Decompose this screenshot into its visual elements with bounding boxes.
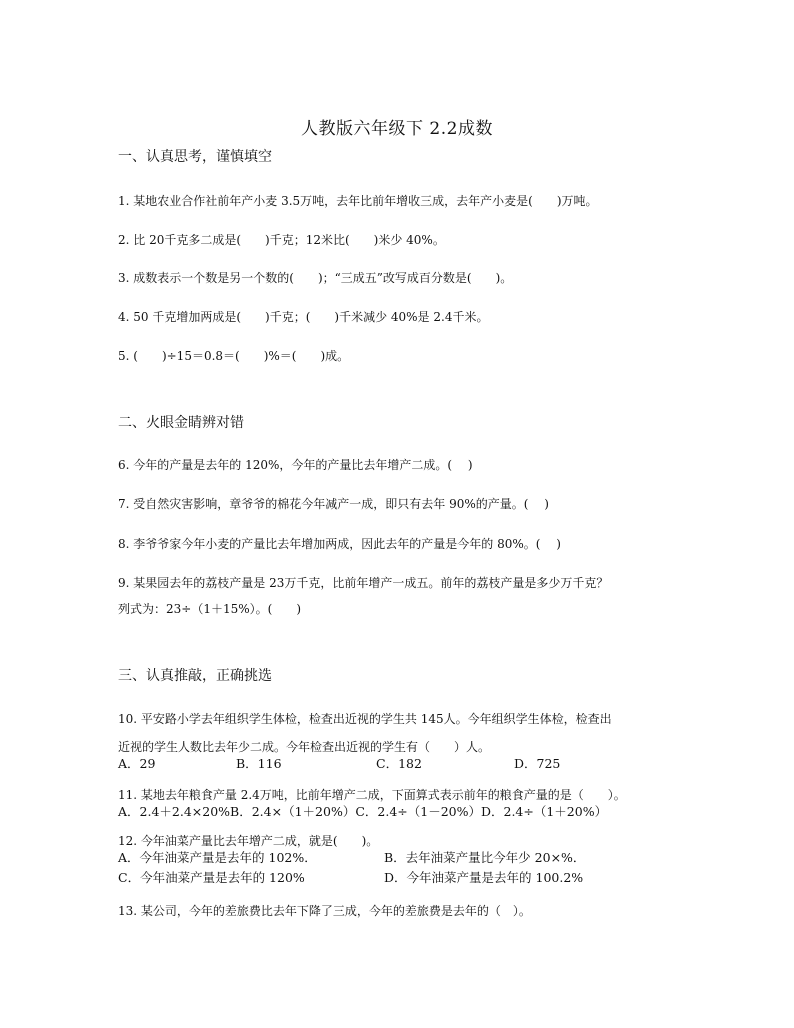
option-d: D．725 — [514, 756, 561, 771]
question-10-line-2: 近视的学生人数比去年少二成。今年检查出近视的学生有（ ）人。 — [118, 740, 491, 754]
question-8: 8. 李爷爷家今年小麦的产量比去年增加两成，因此去年的产量是今年的 80%。( ) — [118, 537, 561, 551]
question-4: 4. 50 千克增加两成是( )千克；( )千米减少 40%是 2.4千米。 — [118, 310, 489, 324]
option-d: D．今年油菜产量是去年的 100.2% — [384, 870, 584, 885]
question-11-options — [118, 802, 607, 820]
question-12-line-1: 12. 今年油菜产量比去年增产二成，就是( )。 — [118, 834, 379, 848]
option-d: D．2.4÷（1＋20%） — [480, 804, 608, 819]
option-a: A．2.4＋2.4×20% — [118, 804, 231, 819]
option-c: C．182 — [376, 756, 422, 771]
section-heading-multiple-choice: 三、认真推敲，正确挑选 — [118, 668, 272, 684]
question-7: 7. 受自然灾害影响，章爷爷的棉花今年减产一成，即只有去年 90%的产量。( ) — [118, 497, 549, 511]
question-2: 2. 比 20千克多二成是( )千克；12米比( )米少 40%。 — [118, 233, 445, 247]
section-heading-fill-in: 一、认真思考，谨慎填空 — [118, 149, 272, 165]
question-1: 1. 某地农业合作社前年产小麦 3.5万吨，去年比前年增收三成，去年产小麦是( )万吨。 — [118, 194, 598, 208]
question-13-line-1: 13. 某公司，今年的差旅费比去年下降了三成，今年的差旅费是去年的（ ）。 — [118, 904, 531, 918]
option-a: A．29 — [118, 756, 156, 771]
option-b: B．116 — [236, 756, 282, 771]
option-c: C．2.4÷（1－20%） — [355, 804, 481, 819]
question-9-formula: 列式为：23÷（1＋15%）。( ) — [118, 602, 301, 616]
option-a: A．今年油菜产量是去年的 102%． — [118, 850, 317, 865]
question-10-line-1: 10. 平安路小学去年组织学生体检，检查出近视的学生共 145人。今年组织学生体检，检查出 — [118, 712, 612, 726]
question-5: 5. ( )÷15＝0.8＝( )%＝( )成。 — [118, 349, 350, 363]
option-b: B．2.4×（1＋20%） — [230, 804, 356, 819]
question-3: 3. 成数表示一个数是另一个数的( )；“三成五”改写成百分数是( )。 — [118, 271, 513, 285]
page-title: 人教版六年级下 2.2成数 — [301, 119, 493, 139]
question-12-options-row-2 — [118, 868, 583, 886]
option-b: B．去年油菜产量比今年少 20×%． — [384, 850, 586, 865]
question-9: 9. 某果园去年的荔枝产量是 23万千克，比前年增产一成五。前年的荔枝产量是多少万千克？ — [118, 576, 609, 590]
option-c: C．今年油菜产量是去年的 120% — [118, 870, 305, 885]
question-6: 6. 今年的产量是去年的 120%，今年的产量比去年增产二成。( ) — [118, 458, 473, 472]
question-11-line-1: 11. 某地去年粮食产量 2.4万吨，比前年增产二成，下面算式表示前年的粮食产量的是（ ）。 — [118, 788, 626, 802]
question-10-options — [118, 754, 560, 772]
section-heading-true-false: 二、火眼金睛辨对错 — [118, 415, 244, 431]
question-12-options-row-1 — [118, 848, 585, 866]
